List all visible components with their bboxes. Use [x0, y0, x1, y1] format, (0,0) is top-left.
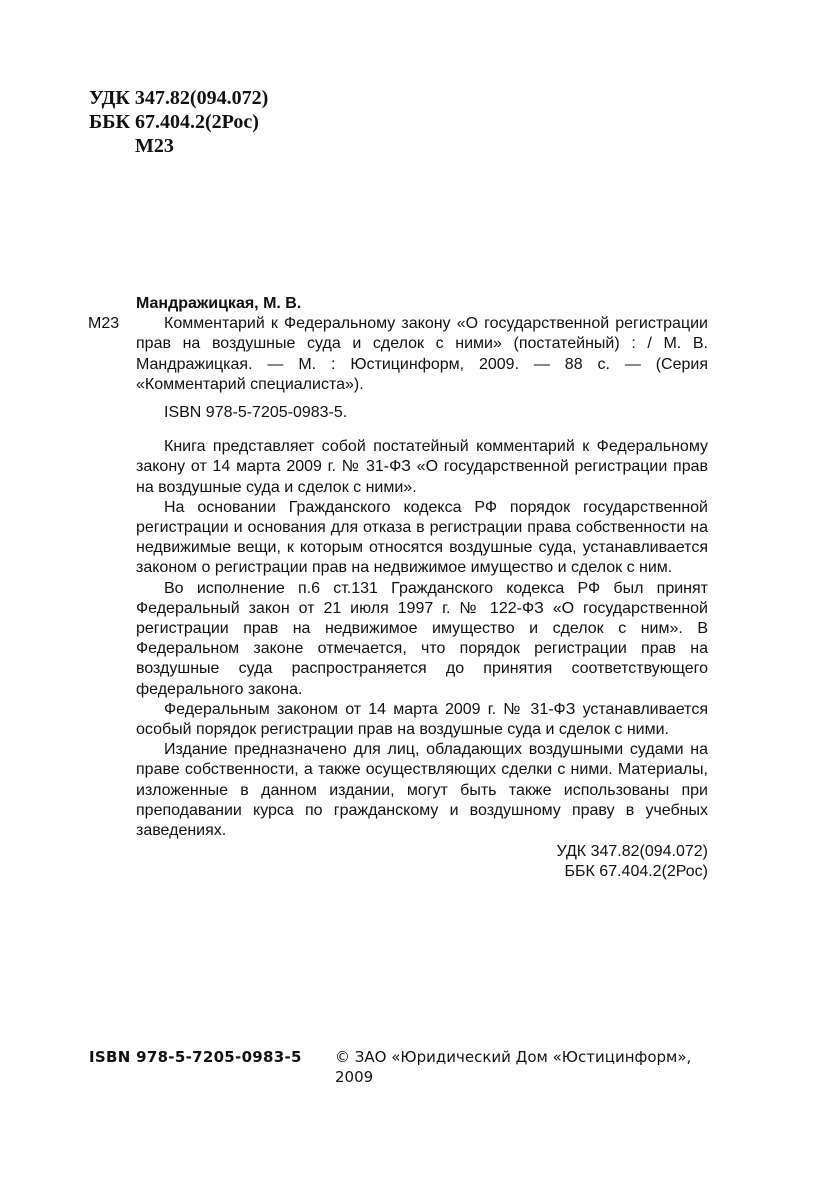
- annotation-paragraph: Книга представляет собой постатейный комментарий к Федеральному закону от 14 марта 2009 г. № 31-ФЗ «О государственной регистрации прав на воздушные суда и сделок с ними».: [136, 438, 708, 496]
- footer-isbn: ISBN 978-5-7205-0983-5: [89, 1048, 302, 1066]
- card-isbn: ISBN 978-5-7205-0983-5.: [164, 404, 348, 422]
- annotation-paragraph: Федеральным законом от 14 марта 2009 г. № 31-ФЗ устанавливается особый порядок регистрации прав на воздушные суда и сделок с ними.: [136, 700, 708, 739]
- author-name: Мандражицкая, М. В.: [136, 295, 302, 312]
- bibliographic-description: Комментарий к Федеральному закону «О государственной регистрации прав на воздушные суда и сделок с ними» (постатейный) : / М. В. Мандражицкая. — М. : Юстицинформ, 2009. — 88 с. — (Серия «Комментарий специалиста»).: [136, 315, 708, 393]
- card-classification: [136, 842, 708, 882]
- classification-header: [89, 86, 268, 158]
- annotation-paragraph: На основании Гражданского кодекса РФ порядок государственной регистрации и основания для отказа в регистрации права собственности на недвижимые вещи, к которым относятся воздушные суда, устанавливается законом о регистрации прав на недвижимое имущество и сделок с ним.: [136, 498, 708, 577]
- bbk-code: ББК 67.404.2(2Рос): [89, 111, 259, 133]
- card-udk: УДК 347.82(094.072): [556, 843, 708, 861]
- card-author-mark: М23: [88, 315, 120, 332]
- card-bbk: ББК 67.404.2(2Рос): [564, 863, 708, 881]
- udk-code: УДК 347.82(094.072): [89, 87, 269, 109]
- annotation: [136, 437, 708, 841]
- annotation-paragraph: Во исполнение п.6 ст.131 Гражданского кодекса РФ был принят Федеральный закон от 21 июля 1997 г. № 122-ФЗ «О государственной регистрации прав на недвижимое имущество и сделок с ним». В Федеральном законе отмечается, что порядок регистрации прав на воздушные суда распространяется до принятия соответствующего федерального закона.: [136, 579, 708, 698]
- annotation-paragraph: Издание предназначено для лиц, обладающих воздушными судами на праве собственности, а также осуществляющих сделки с ними. Материалы, изложенные в данном издании, могут быть также использованы при преподавании курса по гражданскому и воздушному праву в учебных заведениях.: [136, 741, 708, 840]
- copyright-notice: © ЗАО «Юридический Дом «Юстицинформ», 2009: [335, 1048, 692, 1086]
- catalog-card: [136, 294, 708, 883]
- author-mark: М23: [135, 135, 174, 157]
